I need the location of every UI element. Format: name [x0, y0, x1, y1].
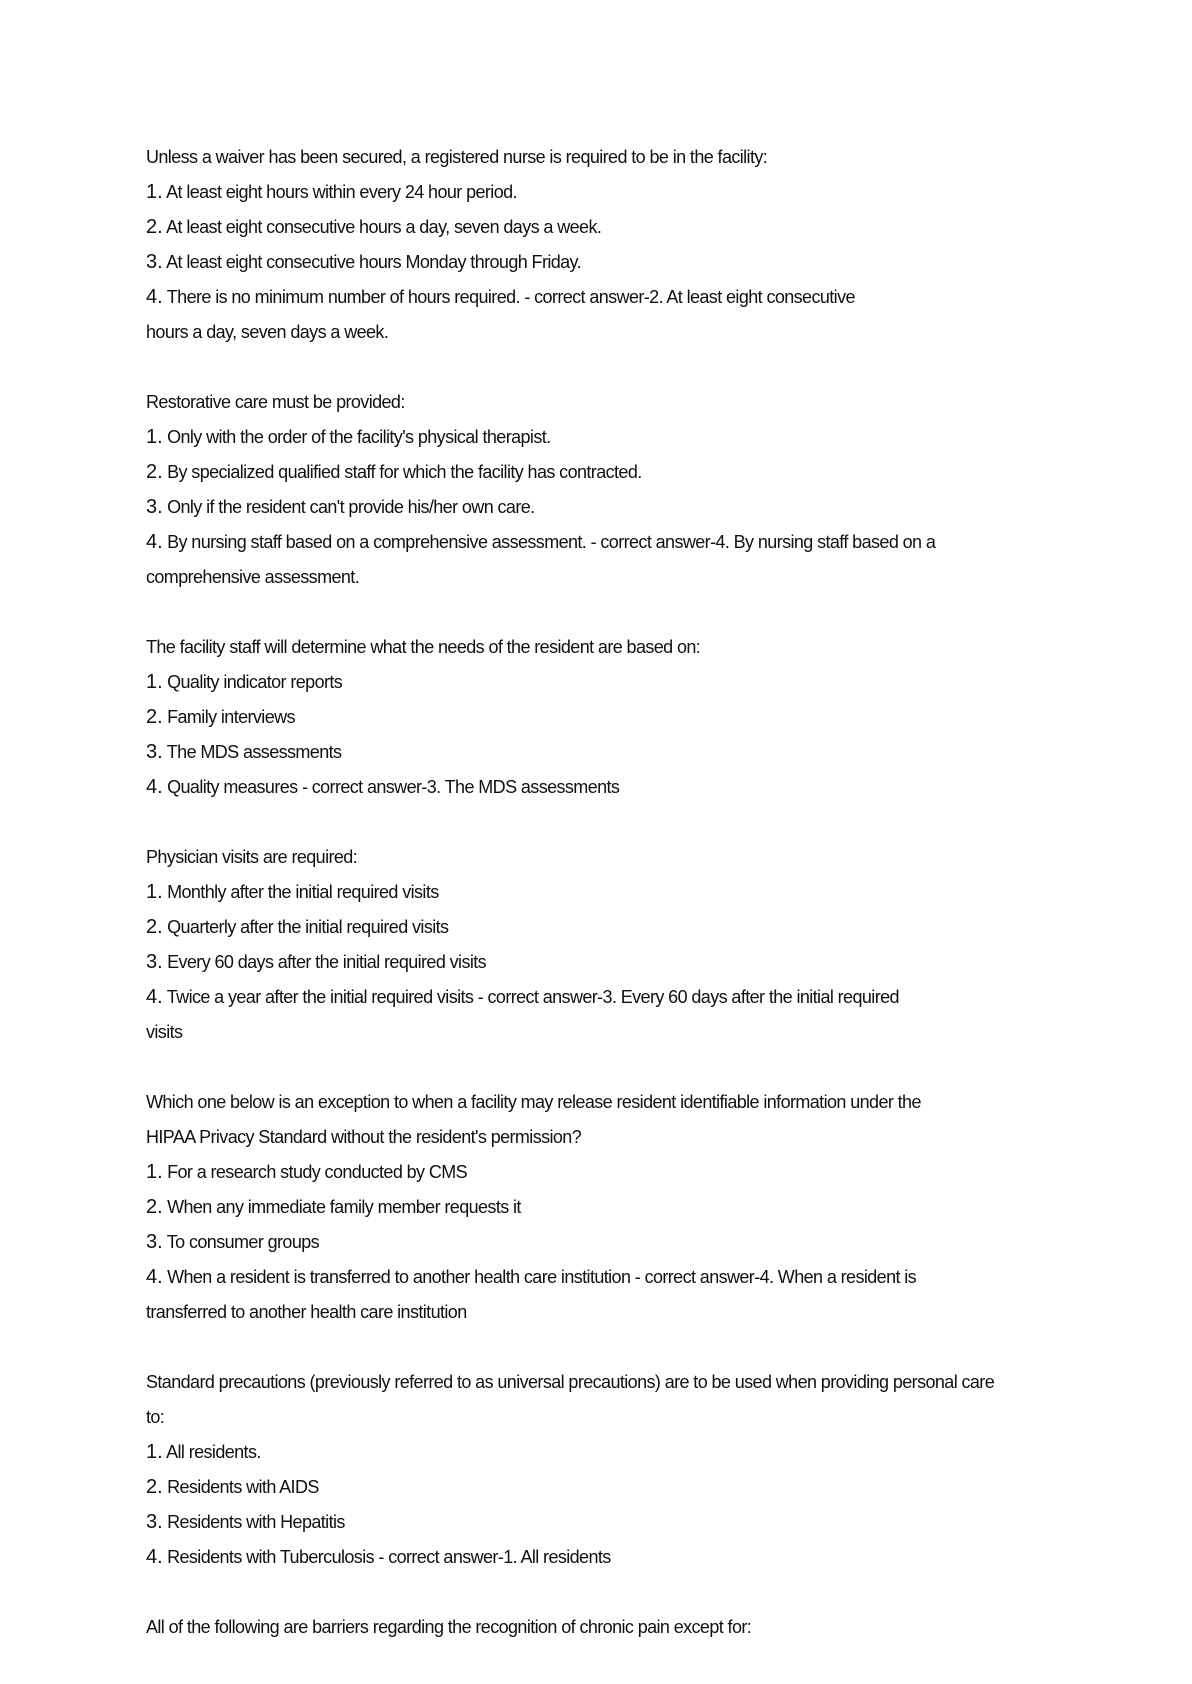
- option-number: 2.: [146, 1476, 163, 1498]
- option-number: 4.: [146, 531, 163, 553]
- question-block: [146, 385, 1106, 595]
- option-number: 3.: [146, 1231, 163, 1253]
- question-stem: Unless a waiver has been secured, a registered nurse is required to be in the facility:: [146, 147, 768, 167]
- option-text: There is no minimum number of hours required. - correct answer-2. At least eight consecutive: [166, 287, 855, 307]
- option-number: 4.: [146, 1546, 163, 1568]
- answer-option: [146, 980, 1106, 1015]
- option-number: 2.: [146, 1196, 163, 1218]
- spacer: [146, 1575, 1106, 1610]
- option-text: Residents with Tuberculosis - correct answer-1. All residents: [167, 1547, 611, 1567]
- answer-option: [146, 875, 1106, 910]
- option-number: 3.: [146, 951, 163, 973]
- question-stem: to:: [146, 1407, 165, 1427]
- option-number: 2.: [146, 216, 163, 238]
- option-text: Family interviews: [167, 707, 295, 727]
- question-block: [146, 1365, 1106, 1575]
- answer-continuation: comprehensive assessment.: [146, 567, 360, 587]
- answer-option: [146, 770, 1106, 805]
- spacer: [146, 350, 1106, 385]
- answer-option: [146, 665, 1106, 700]
- question-stem: Restorative care must be provided:: [146, 392, 405, 412]
- option-text: The MDS assessments: [166, 742, 342, 762]
- option-number: 1.: [146, 426, 163, 448]
- answer-option: [146, 490, 1106, 525]
- option-number: 3.: [146, 1511, 163, 1533]
- option-text: Quality measures - correct answer-3. The MDS assessments: [167, 777, 620, 797]
- option-number: 4.: [146, 776, 163, 798]
- option-number: 2.: [146, 461, 163, 483]
- option-text: Every 60 days after the initial required visits: [167, 952, 487, 972]
- option-text: At least eight hours within every 24 hour period.: [166, 182, 517, 202]
- option-text: Twice a year after the initial required visits - correct answer-3. Every 60 days after the initial required: [166, 987, 899, 1007]
- spacer: [146, 805, 1106, 840]
- question-stem: Standard precautions (previously referred to as universal precautions) are to be used when providing personal care: [146, 1372, 995, 1392]
- document-page: [146, 140, 1106, 1645]
- answer-option: [146, 280, 1106, 315]
- answer-option: [146, 735, 1106, 770]
- answer-option: [146, 1470, 1106, 1505]
- option-number: 3.: [146, 496, 163, 518]
- option-text: When any immediate family member requests it: [167, 1197, 521, 1217]
- option-text: Residents with Hepatitis: [167, 1512, 345, 1532]
- question-block: [146, 1085, 1106, 1330]
- answer-option: [146, 1225, 1106, 1260]
- option-text: Only with the order of the facility's physical therapist.: [167, 427, 551, 447]
- question-block: [146, 1610, 1106, 1645]
- question-stem: Physician visits are required:: [146, 847, 358, 867]
- question-stem: The facility staff will determine what the needs of the resident are based on:: [146, 637, 701, 657]
- option-text: Quality indicator reports: [167, 672, 343, 692]
- answer-option: [146, 245, 1106, 280]
- spacer: [146, 1330, 1106, 1365]
- answer-continuation: transferred to another health care institution: [146, 1302, 467, 1322]
- answer-option: [146, 1260, 1106, 1295]
- question-block: [146, 140, 1106, 350]
- option-text: At least eight consecutive hours Monday through Friday.: [166, 252, 582, 272]
- option-number: 3.: [146, 251, 163, 273]
- option-number: 1.: [146, 1441, 163, 1463]
- option-text: At least eight consecutive hours a day, seven days a week.: [166, 217, 602, 237]
- answer-option: [146, 420, 1106, 455]
- option-number: 1.: [146, 671, 163, 693]
- option-number: 4.: [146, 1266, 163, 1288]
- answer-continuation: hours a day, seven days a week.: [146, 322, 389, 342]
- answer-option: [146, 700, 1106, 735]
- option-number: 4.: [146, 986, 163, 1008]
- option-number: 2.: [146, 916, 163, 938]
- option-text: All residents.: [166, 1442, 261, 1462]
- option-text: For a research study conducted by CMS: [167, 1162, 468, 1182]
- spacer: [146, 595, 1106, 630]
- option-number: 1.: [146, 1161, 163, 1183]
- question-stem: All of the following are barriers regarding the recognition of chronic pain except for:: [146, 1617, 752, 1637]
- answer-option: [146, 1435, 1106, 1470]
- answer-option: [146, 455, 1106, 490]
- answer-option: [146, 1190, 1106, 1225]
- question-block: [146, 840, 1106, 1050]
- answer-option: [146, 910, 1106, 945]
- option-text: Only if the resident can't provide his/her own care.: [167, 497, 535, 517]
- option-text: To consumer groups: [166, 1232, 320, 1252]
- answer-option: [146, 175, 1106, 210]
- option-text: Quarterly after the initial required visits: [167, 917, 449, 937]
- answer-option: [146, 1505, 1106, 1540]
- answer-option: [146, 525, 1106, 560]
- answer-option: [146, 1540, 1106, 1575]
- option-text: Monthly after the initial required visits: [167, 882, 439, 902]
- option-number: 4.: [146, 286, 163, 308]
- option-number: 1.: [146, 181, 163, 203]
- option-text: When a resident is transferred to another health care institution - correct answer-4. When a resident is: [167, 1267, 917, 1287]
- question-block: [146, 630, 1106, 805]
- answer-option: [146, 1155, 1106, 1190]
- spacer: [146, 1050, 1106, 1085]
- answer-continuation: visits: [146, 1022, 183, 1042]
- option-number: 3.: [146, 741, 163, 763]
- option-text: Residents with AIDS: [167, 1477, 319, 1497]
- answer-option: [146, 210, 1106, 245]
- option-number: 1.: [146, 881, 163, 903]
- question-stem: Which one below is an exception to when a facility may release resident identifiable information under the: [146, 1092, 921, 1112]
- option-text: By specialized qualified staff for which the facility has contracted.: [167, 462, 642, 482]
- question-stem: HIPAA Privacy Standard without the resident's permission?: [146, 1127, 582, 1147]
- answer-option: [146, 945, 1106, 980]
- option-text: By nursing staff based on a comprehensive assessment. - correct answer-4. By nursing staff based on a: [167, 532, 936, 552]
- option-number: 2.: [146, 706, 163, 728]
